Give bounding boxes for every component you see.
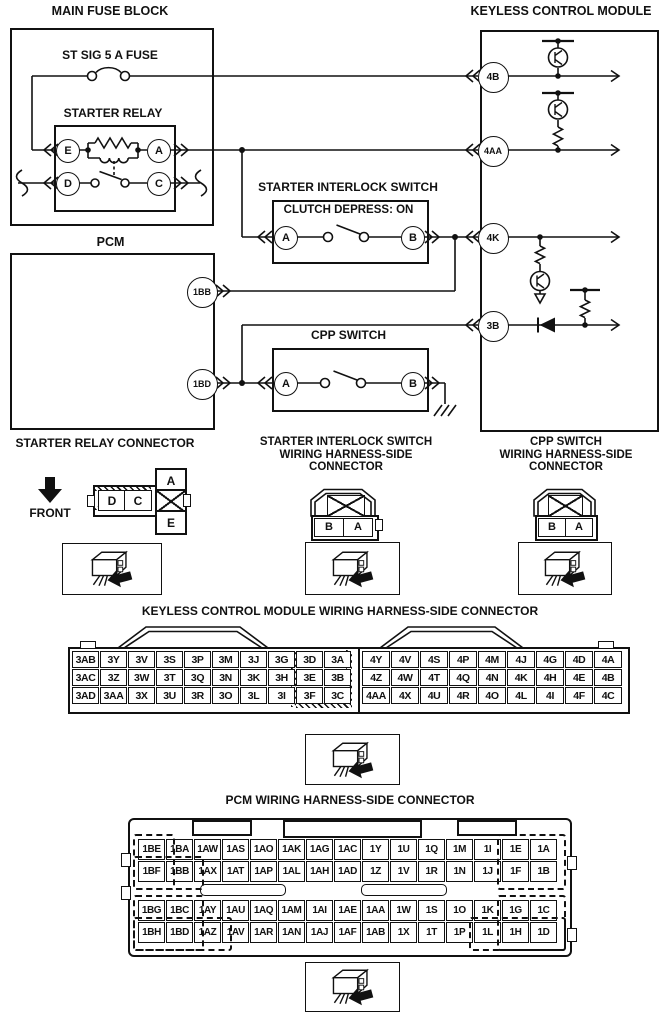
pin-1AH: 1AH: [306, 861, 333, 882]
interlock-switch-title: STARTER INTERLOCK SWITCH: [258, 180, 438, 194]
pin-1AT: 1AT: [222, 861, 249, 882]
pin-1U: 1U: [390, 839, 417, 860]
cpp-connector-illustration: [518, 542, 612, 595]
pcm-shell-slot: [361, 884, 447, 896]
pcm-box: [10, 253, 215, 430]
relay-connector-cell-A: A: [155, 468, 187, 493]
pcm-shell-side-tab: [121, 886, 131, 900]
pin-1AV: 1AV: [222, 922, 249, 943]
pin-1R: 1R: [418, 861, 445, 882]
pin-4K: 4K: [507, 669, 535, 686]
pin-4W: 4W: [391, 669, 419, 686]
pin-1W: 1W: [390, 900, 417, 921]
pcm-top-pin-grid: [138, 839, 557, 882]
pin-1AU: 1AU: [222, 900, 249, 921]
pin-3K: 3K: [240, 669, 267, 686]
cpp-connector-title-line3: CONNECTOR: [529, 461, 603, 474]
pin-1AI: 1AI: [306, 900, 333, 921]
keyless-right-pin-grid: [362, 651, 622, 704]
pcm-shell-side-tab: [567, 928, 577, 942]
pin-4P: 4P: [449, 651, 477, 668]
pin-4D: 4D: [565, 651, 593, 668]
pin-3Q: 3Q: [184, 669, 211, 686]
relay-connector-cell-D: D: [98, 490, 126, 511]
pin-1G: 1G: [502, 900, 529, 921]
pcm-shell-keyway: [283, 820, 422, 838]
pin-1AD: 1AD: [334, 861, 361, 882]
pin-3V: 3V: [128, 651, 155, 668]
pin-1AR: 1AR: [250, 922, 277, 943]
pin-1V: 1V: [390, 861, 417, 882]
cpp-terminal-B: B: [401, 372, 425, 396]
pin-1AC: 1AC: [334, 839, 361, 860]
relay-terminal-C: C: [147, 172, 171, 196]
pin-3X: 3X: [128, 687, 155, 704]
fuse-label: ST SIG 5 A FUSE: [62, 48, 158, 62]
pin-1BC: 1BC: [166, 900, 193, 921]
pin-1AZ: 1AZ: [194, 922, 221, 943]
pin-3E: 3E: [296, 669, 323, 686]
pin-1J: 1J: [474, 861, 501, 882]
relay-connector-cell-C: C: [124, 490, 152, 511]
pcm-pin-1BB: 1BB: [187, 277, 218, 308]
cpp-switch-title: CPP SWITCH: [310, 328, 387, 342]
cpp-connector-title-line2: WIRING HARNESS-SIDE: [499, 448, 633, 461]
main-fuse-block-title: MAIN FUSE BLOCK: [51, 4, 169, 18]
pcm-shell-tab-right: [457, 820, 517, 836]
pin-1AY: 1AY: [194, 900, 221, 921]
pin-3AB: 3AB: [72, 651, 99, 668]
pin-1M: 1M: [446, 839, 473, 860]
pin-1E: 1E: [502, 839, 529, 860]
pin-1Q: 1Q: [418, 839, 445, 860]
pcm-shell-side-tab: [121, 853, 131, 867]
pin-4J: 4J: [507, 651, 535, 668]
pin-4B: 4B: [594, 669, 622, 686]
pin-4T: 4T: [420, 669, 448, 686]
interlock-connector-title-line3: CONNECTOR: [309, 461, 383, 474]
pin-4I: 4I: [536, 687, 564, 704]
pin-3R: 3R: [184, 687, 211, 704]
pin-3J: 3J: [240, 651, 267, 668]
pin-1AQ: 1AQ: [250, 900, 277, 921]
relay-connector-illustration: [62, 543, 162, 595]
starter-relay-title: STARTER RELAY: [63, 106, 163, 120]
interlock-connector-cell-B: B: [314, 518, 344, 537]
pin-4E: 4E: [565, 669, 593, 686]
pin-4O: 4O: [478, 687, 506, 704]
pin-1AW: 1AW: [194, 839, 221, 860]
front-label: FRONT: [29, 506, 71, 520]
pin-3Z: 3Z: [100, 669, 127, 686]
connector-illustration-icon: [313, 739, 393, 781]
pin-4AA: 4AA: [362, 687, 390, 704]
keyless-left-notch: [80, 641, 96, 649]
pin-1AP: 1AP: [250, 861, 277, 882]
relay-terminal-E: E: [56, 139, 80, 163]
interlock-condition-label: CLUTCH DEPRESS: ON: [283, 204, 414, 216]
pin-3G: 3G: [268, 651, 295, 668]
cpp-connector-cell-A: A: [565, 518, 593, 537]
pin-1S: 1S: [418, 900, 445, 921]
relay-connector-cell-E: E: [155, 510, 187, 535]
pin-4V: 4V: [391, 651, 419, 668]
pin-4R: 4R: [449, 687, 477, 704]
keyless-module-title: KEYLESS CONTROL MODULE: [470, 4, 652, 18]
pin-1AE: 1AE: [334, 900, 361, 921]
relay-connector-nub: [87, 495, 95, 507]
cpp-terminal-A: A: [274, 372, 298, 396]
pin-1L: 1L: [474, 922, 501, 943]
pin-1Y: 1Y: [362, 839, 389, 860]
keyless-right-notch: [598, 641, 614, 649]
pin-4A: 4A: [594, 651, 622, 668]
interlock-connector-cell-A: A: [343, 518, 373, 537]
keyless-connector-illustration: [305, 734, 400, 785]
pcm-shell-slot: [200, 884, 286, 896]
pin-1AB: 1AB: [362, 922, 389, 943]
pin-1BE: 1BE: [138, 839, 165, 860]
pcm-connector-title: PCM WIRING HARNESS-SIDE CONNECTOR: [225, 793, 475, 807]
pin-1BF: 1BF: [138, 861, 165, 882]
pin-4F: 4F: [565, 687, 593, 704]
interlock-connector-tab: [375, 519, 383, 531]
pin-1AM: 1AM: [278, 900, 305, 921]
pin-1AA: 1AA: [362, 900, 389, 921]
keyless-pin-3B: 3B: [478, 311, 509, 342]
pin-1K: 1K: [474, 900, 501, 921]
pin-3AA: 3AA: [100, 687, 127, 704]
pin-1AS: 1AS: [222, 839, 249, 860]
interlock-connector-keyway-cell: [327, 495, 365, 517]
pin-1H: 1H: [502, 922, 529, 943]
pin-3C: 3C: [324, 687, 351, 704]
pin-1AK: 1AK: [278, 839, 305, 860]
pin-3D: 3D: [296, 651, 323, 668]
starter-relay-connector-title: STARTER RELAY CONNECTOR: [15, 436, 195, 450]
interlock-connector-title: [240, 436, 452, 474]
connector-illustration-icon: [72, 548, 152, 590]
pin-1C: 1C: [530, 900, 557, 921]
pcm-bottom-pin-grid: [138, 900, 557, 943]
pin-1Z: 1Z: [362, 861, 389, 882]
keyless-pin-4K: 4K: [478, 223, 509, 254]
relay-terminal-A: A: [147, 139, 171, 163]
cpp-connector-cell-B: B: [538, 518, 566, 537]
pin-1F: 1F: [502, 861, 529, 882]
pin-1BH: 1BH: [138, 922, 165, 943]
pin-1N: 1N: [446, 861, 473, 882]
pin-1BG: 1BG: [138, 900, 165, 921]
pin-1BB: 1BB: [166, 861, 193, 882]
pin-3Y: 3Y: [100, 651, 127, 668]
pin-1O: 1O: [446, 900, 473, 921]
pin-1AN: 1AN: [278, 922, 305, 943]
pin-3F: 3F: [296, 687, 323, 704]
pin-1A: 1A: [530, 839, 557, 860]
pin-1AX: 1AX: [194, 861, 221, 882]
pcm-title: PCM: [96, 235, 125, 249]
pin-3W: 3W: [128, 669, 155, 686]
pin-3AD: 3AD: [72, 687, 99, 704]
pin-4M: 4M: [478, 651, 506, 668]
pin-1AL: 1AL: [278, 861, 305, 882]
pin-3AC: 3AC: [72, 669, 99, 686]
pin-1T: 1T: [418, 922, 445, 943]
pin-4Q: 4Q: [449, 669, 477, 686]
pin-3H: 3H: [268, 669, 295, 686]
pin-1BA: 1BA: [166, 839, 193, 860]
pcm-pin-1BD: 1BD: [187, 369, 218, 400]
interlock-connector-illustration: [305, 542, 400, 595]
cpp-connector-title-line1: CPP SWITCH: [530, 436, 602, 448]
pin-4G: 4G: [536, 651, 564, 668]
interlock-terminal-B: B: [401, 226, 425, 250]
pin-4L: 4L: [507, 687, 535, 704]
pin-3L: 3L: [240, 687, 267, 704]
pin-4Y: 4Y: [362, 651, 390, 668]
pin-4C: 4C: [594, 687, 622, 704]
pin-1P: 1P: [446, 922, 473, 943]
keyless-connector-title: KEYLESS CONTROL MODULE WIRING HARNESS-SIDE CONNECTOR: [141, 604, 539, 618]
pin-4X: 4X: [391, 687, 419, 704]
relay-terminal-D: D: [56, 172, 80, 196]
connector-illustration-icon: [313, 966, 393, 1008]
pin-1BD: 1BD: [166, 922, 193, 943]
pin-1AO: 1AO: [250, 839, 277, 860]
connector-illustration-icon: [525, 548, 605, 590]
keyless-left-pin-grid: [72, 651, 351, 704]
interlock-terminal-A: A: [274, 226, 298, 250]
pin-3P: 3P: [184, 651, 211, 668]
pcm-connector-illustration: [305, 962, 400, 1012]
pin-3M: 3M: [212, 651, 239, 668]
pin-3B: 3B: [324, 669, 351, 686]
keyless-pin-4AA: 4AA: [478, 136, 509, 167]
pin-3T: 3T: [156, 669, 183, 686]
pin-3I: 3I: [268, 687, 295, 704]
pcm-shell-side-tab: [567, 856, 577, 870]
pin-1I: 1I: [474, 839, 501, 860]
pin-3U: 3U: [156, 687, 183, 704]
pin-4Z: 4Z: [362, 669, 390, 686]
pin-1AF: 1AF: [334, 922, 361, 943]
pin-4H: 4H: [536, 669, 564, 686]
pin-3S: 3S: [156, 651, 183, 668]
pin-4S: 4S: [420, 651, 448, 668]
pcm-shell-tab-left: [192, 820, 252, 836]
pin-1D: 1D: [530, 922, 557, 943]
connector-illustration-icon: [313, 548, 393, 590]
pin-3A: 3A: [324, 651, 351, 668]
cpp-connector-keyway-cell: [548, 495, 583, 517]
pin-3N: 3N: [212, 669, 239, 686]
interlock-connector-title-line2: WIRING HARNESS-SIDE: [279, 448, 413, 461]
pin-1AG: 1AG: [306, 839, 333, 860]
pin-3O: 3O: [212, 687, 239, 704]
pin-4N: 4N: [478, 669, 506, 686]
pin-4U: 4U: [420, 687, 448, 704]
pin-1X: 1X: [390, 922, 417, 943]
keyless-pin-4B: 4B: [478, 62, 509, 93]
pin-1AJ: 1AJ: [306, 922, 333, 943]
pin-1B: 1B: [530, 861, 557, 882]
cpp-connector-title: [468, 436, 664, 474]
interlock-connector-title-line1: STARTER INTERLOCK SWITCH: [259, 436, 433, 448]
relay-connector-tab: [183, 494, 191, 507]
